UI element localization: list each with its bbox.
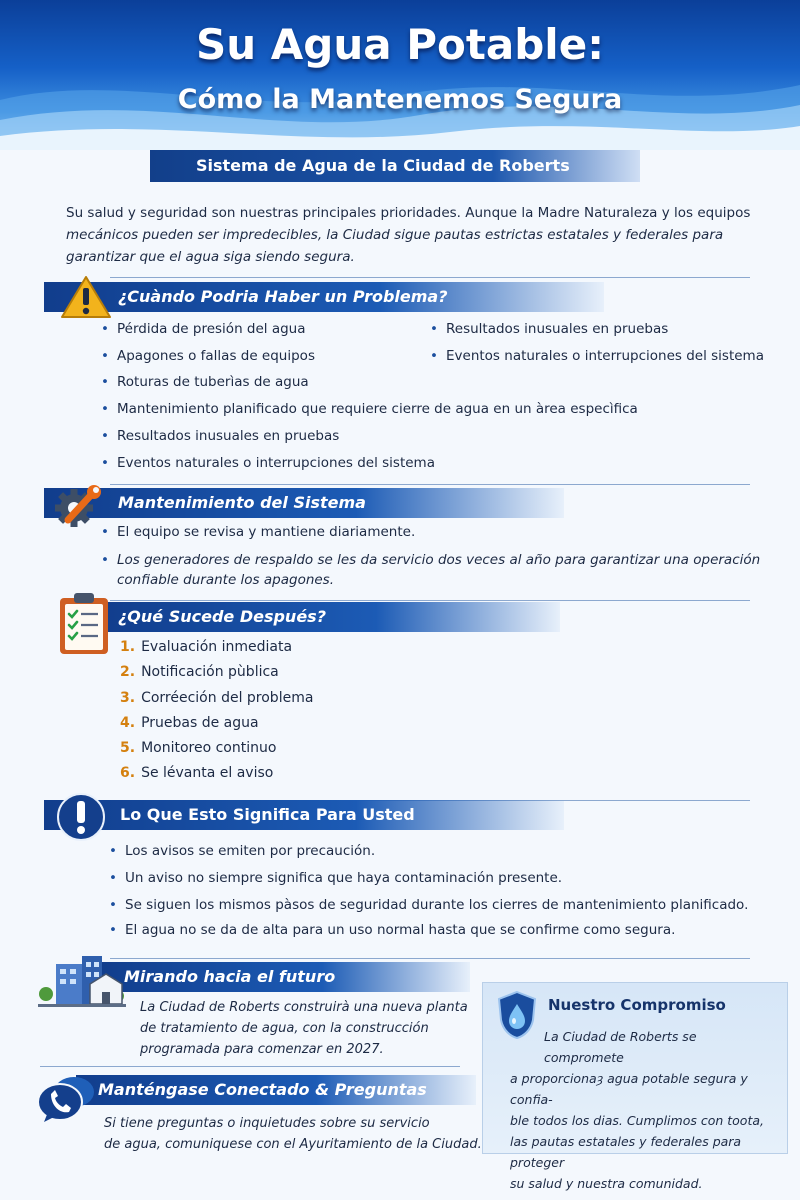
- section-header-next: ¿Qué Sucede Después?: [100, 602, 560, 632]
- section-divider: [110, 484, 750, 485]
- paragraph-line: a proporcionaȝ agua potable segura y confia-: [510, 1071, 748, 1107]
- list-item: • Se siguen los mismos pàsos de seguridad durante los cierres de mantenimiento planificado.: [125, 897, 748, 913]
- list-item: • Un aviso no siempre significa que haya contaminación presente.: [125, 870, 562, 886]
- section-divider: [40, 1066, 460, 1067]
- list-item: • Mantenimiento planificado que requiere cierre de agua en un àrea especìfica: [117, 401, 638, 417]
- future-paragraph: [140, 997, 468, 1060]
- list-item: • Apagones o fallas de equipos: [117, 348, 315, 364]
- intro-line: mecánicos pueden ser impredecibles, la Ciudad sigue pautas estrictas estatales y federales para: [66, 227, 724, 243]
- chat-phone-icon: [36, 1072, 96, 1128]
- paragraph-line: de tratamiento de agua, con la construcción: [140, 1021, 429, 1036]
- section-header-problem: ¿Cuàndo Podria Haber un Problema?: [44, 282, 604, 312]
- intro-line: Su salud y seguridad son nuestras principales prioridades. Aunque la Madre Naturaleza y los equipos: [66, 205, 751, 221]
- paragraph-line: La Ciudad de Roberts construirà una nueva planta: [140, 1000, 468, 1015]
- step-item: 5. Monitoreo continuo: [120, 740, 277, 756]
- list-item: • Resultados inusuales en pruebas: [117, 428, 339, 444]
- section-header-meaning: Lo Que Esto Significa Para Usted: [44, 800, 564, 830]
- paragraph-line: ble todos los dias. Cumplimos con toota,: [510, 1113, 764, 1128]
- paragraph-line: Si tiene preguntas o inquietudes sobre su servicio: [104, 1116, 430, 1131]
- page-subtitle: Cómo la Mantenemos Segura: [177, 84, 623, 115]
- warning-icon: [60, 274, 112, 320]
- section-divider: [110, 958, 750, 959]
- list-item: • El agua no se da de alta para un uso normal hasta que se confirme como segura.: [125, 922, 675, 938]
- header-banner: [0, 0, 800, 150]
- step-item: 3. Corréeción del problema: [120, 690, 314, 706]
- section-divider: [110, 277, 750, 278]
- paragraph-line: las pautas estatales y federales para proteger: [510, 1134, 742, 1170]
- paragraph-line: La Ciudad de Roberts se compromete: [544, 1029, 697, 1065]
- list-item: • Eventos naturales o interrupciones del sistema: [446, 348, 764, 364]
- step-item: 2. Notificación pùblica: [120, 664, 279, 680]
- intro-line: garantizar que el agua siga siendo segura.: [66, 249, 355, 265]
- step-item: 1. Evaluación inmediata: [120, 639, 293, 655]
- city-band: Sistema de Agua de la Ciudad de Roberts: [150, 150, 640, 182]
- gear-wrench-icon: [54, 482, 104, 528]
- list-item: • Roturas de tuberìas de agua: [117, 374, 309, 390]
- step-item: 6. Se lévanta el aviso: [120, 765, 274, 781]
- promise-paragraph: [510, 1026, 776, 1194]
- exclamation-icon: [56, 792, 106, 842]
- clipboard-checklist-icon: [58, 592, 112, 656]
- contact-paragraph: [104, 1113, 482, 1155]
- promise-title: Nuestro Compromiso: [548, 996, 726, 1014]
- buildings-icon: [38, 950, 126, 1008]
- paragraph-line: programada para comenzar en 2027.: [140, 1042, 384, 1057]
- list-item: • Pérdida de presión del agua: [117, 321, 306, 337]
- list-item: • Los avisos se emiten por precaución.: [125, 843, 375, 859]
- paragraph-line: de agua, comuniquese con el Ayuritamiento de la Ciudad.: [104, 1137, 482, 1152]
- list-item: • El equipo se revisa y mantiene diariamente.: [117, 524, 415, 540]
- section-header-future: Mirando hacia el futuro: [100, 962, 470, 992]
- step-item: 4. Pruebas de agua: [120, 715, 259, 731]
- list-item: • Eventos naturales o interrupciones del sistema: [117, 455, 435, 471]
- paragraph-line: su salud y nuestra comunidad.: [510, 1176, 703, 1191]
- list-item: • Resultados inusuales en pruebas: [446, 321, 668, 337]
- section-header-maintenance: Mantenimiento del Sistema: [44, 488, 564, 518]
- section-header-contact: Manténgase Conectado & Preguntas: [76, 1075, 476, 1105]
- section-divider: [110, 600, 750, 601]
- list-item: • Los generadores de respaldo se les da servicio dos veces al año para garantizar una operación: [117, 552, 760, 568]
- page-title: Su Agua Potable:: [195, 20, 604, 69]
- list-item-continued: confiable durante los apagones.: [117, 572, 335, 588]
- intro-paragraph: [66, 202, 756, 268]
